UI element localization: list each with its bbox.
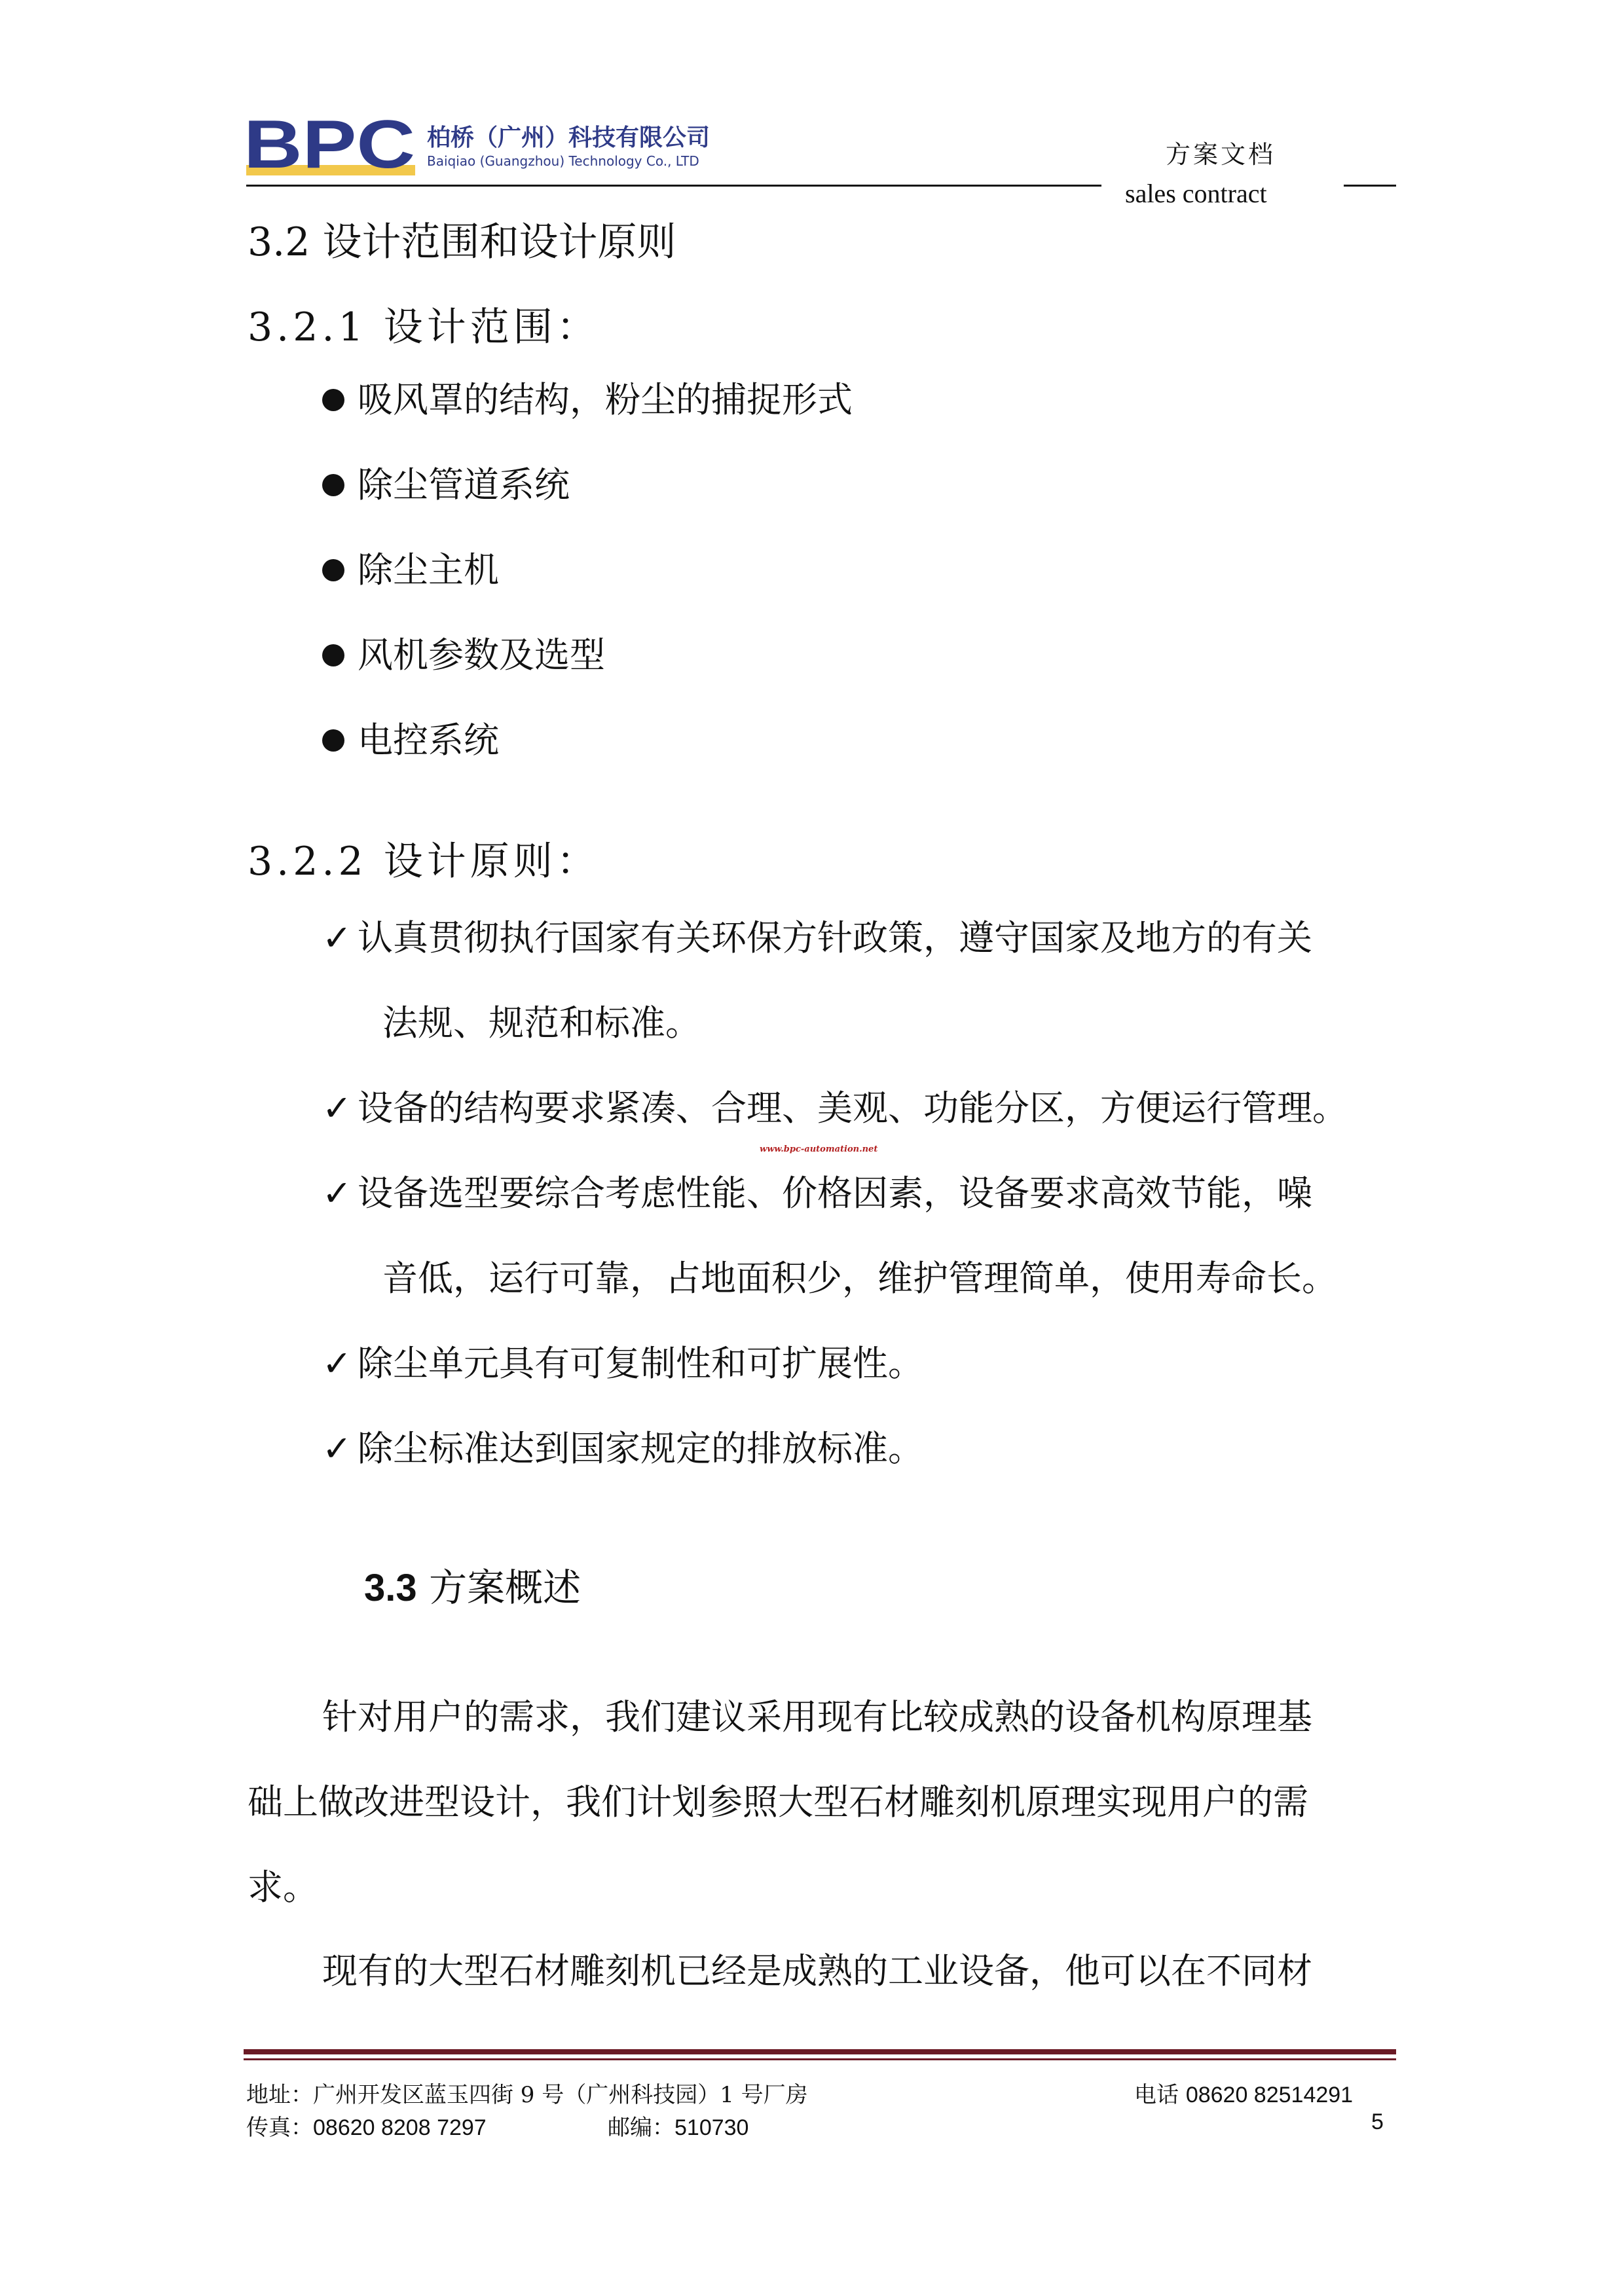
principle-item-continuation: 音低，运行可靠，占地面积少，维护管理简单，使用寿命长。 [382, 1258, 1337, 1299]
section-3-3-label: 方案概述 [429, 1565, 581, 1610]
company-logo [244, 115, 715, 181]
bullet-icon [322, 389, 344, 411]
section-3-3-number: 3.3 [364, 1567, 417, 1609]
bullet-icon [322, 644, 344, 666]
bullet-icon [322, 474, 344, 496]
bpc-logo-icon [244, 115, 420, 181]
logo-letters: BPC [244, 115, 415, 181]
principle-item: ✓ 除尘标准达到国家规定的排放标准。 [322, 1428, 923, 1469]
section-3-3-title [364, 1557, 581, 1612]
document-subtitle: sales contract [1125, 179, 1267, 208]
footer-address: 地址：广州开发区蓝玉四街 9 号（广州科技园）1 号厂房 [246, 2082, 808, 2108]
company-name-en: Baiqiao (Guangzhou) Technology Co., LTD [427, 153, 699, 169]
paragraph-line: 针对用户的需求，我们建议采用现有比较成熟的设备机构原理基 [322, 1696, 1312, 1738]
checkmark-icon: ✓ [322, 1087, 352, 1129]
page-number: 5 [1371, 2109, 1384, 2134]
footer-divider-thin [244, 2058, 1396, 2060]
checkmark-icon: ✓ [322, 1173, 352, 1214]
watermark-url: www.bpc-automation.net [760, 1144, 878, 1154]
principle-item: ✓ 设备选型要综合考虑性能、价格因素，设备要求高效节能，噪 [322, 1173, 1312, 1214]
company-name-cn: 柏桥（广州）科技有限公司 [427, 124, 710, 151]
checkmark-icon: ✓ [322, 1428, 352, 1469]
header-divider [246, 185, 1101, 187]
paragraph-line: 础上做改进型设计，我们计划参照大型石材雕刻机原理实现用户的需 [248, 1781, 1308, 1823]
scope-item: 风机参数及选型 [322, 627, 605, 678]
subsection-3-2-2-title: 3.2.2 设计原则： [248, 839, 600, 884]
footer-postcode: 邮编：510730 [608, 2115, 749, 2141]
scope-item: 吸风罩的结构，粉尘的捕捉形式 [322, 372, 853, 422]
subsection-3-2-1-title: 3.2.1 设计范围： [248, 304, 600, 350]
checkmark-icon: ✓ [322, 917, 352, 958]
section-3-2-title: 3.2 设计范围和设计原则 [248, 219, 676, 265]
footer-divider [244, 2049, 1396, 2054]
header-divider-right [1344, 185, 1396, 187]
paragraph-line: 求。 [248, 1867, 318, 1908]
footer-phone: 电话 08620 82514291 [1134, 2082, 1354, 2108]
document-type: 方案文档 [1166, 140, 1276, 169]
scope-item: 除尘主机 [322, 542, 499, 592]
paragraph-line: 现有的大型石材雕刻机已经是成熟的工业设备，他可以在不同材 [322, 1950, 1312, 1992]
principle-item-continuation: 法规、规范和标准。 [382, 1002, 701, 1044]
principle-item: ✓ 除尘单元具有可复制性和可扩展性。 [322, 1343, 923, 1384]
scope-item: 电控系统 [322, 712, 499, 763]
principle-item: ✓ 认真贯彻执行国家有关环保方针政策，遵守国家及地方的有关 [322, 917, 1312, 958]
bullet-icon [322, 559, 344, 581]
checkmark-icon: ✓ [322, 1343, 352, 1384]
footer-fax: 传真：08620 8208 7297 [246, 2115, 487, 2141]
principle-item: ✓ 设备的结构要求紧凑、合理、美观、功能分区，方便运行管理。 [322, 1087, 1348, 1129]
scope-item: 除尘管道系统 [322, 457, 570, 507]
bullet-icon [322, 729, 344, 752]
